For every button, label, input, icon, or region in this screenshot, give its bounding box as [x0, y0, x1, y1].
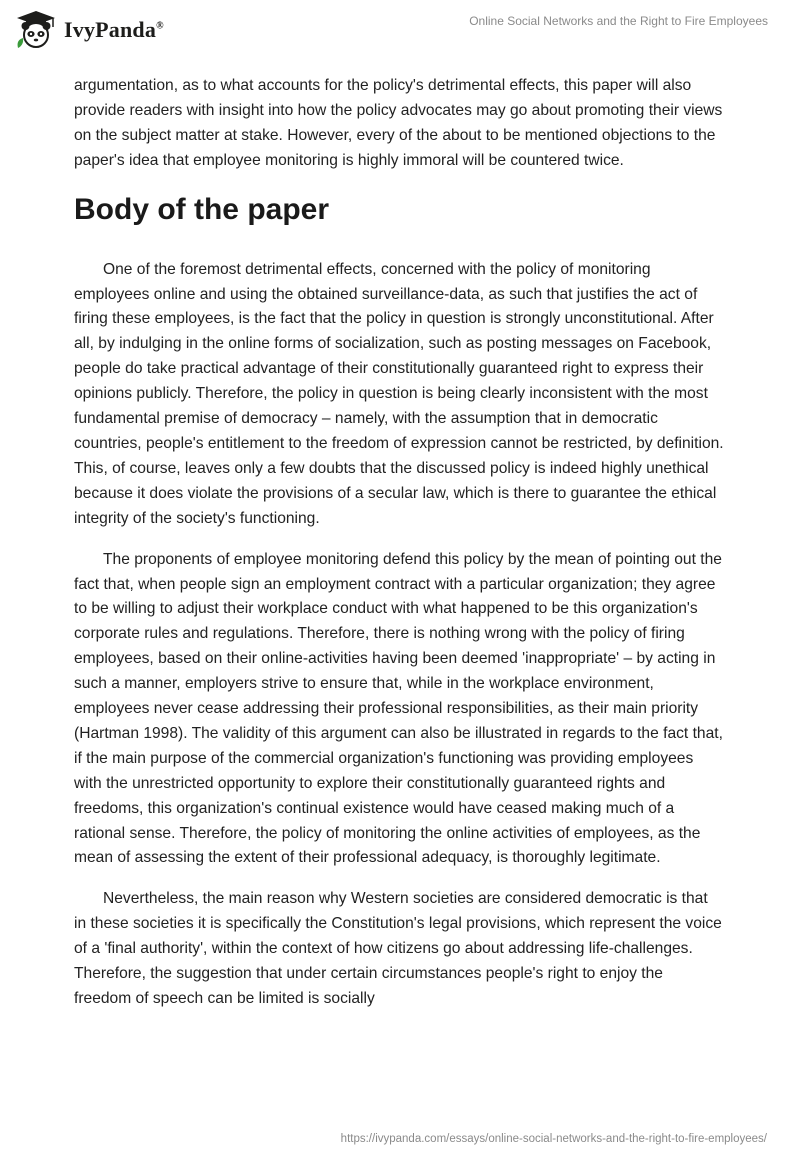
intro-paragraph: argumentation, as to what accounts for the policy's detrimental effects, this paper will also provide readers with insight into how the policy advocates may go about promoting their views on the subject matter at stake. However, every of the about to be mentioned objections to the paper's idea that employee monitoring is highly immoral will be countered twice.: [74, 77, 723, 169]
document-title: Online Social Networks and the Right to Fire Employees: [469, 14, 768, 28]
ivypanda-logo[interactable]: [14, 8, 164, 52]
body-paragraph: Nevertheless, the main reason why Western societies are considered democratic is that in these societies it is specifically the Constitution's legal provisions, which represent the voice of a 'final authority', within the context of how citizens go about addressing life-challenges. Therefore, the suggestion that under certain circumstances people's right to enjoy the freedom of speech can be limited is socially: [74, 890, 722, 1007]
essay-body: [74, 74, 724, 1028]
page-header: [0, 0, 800, 60]
panda-graduate-icon: [14, 10, 58, 50]
source-url[interactable]: https://ivypanda.com/essays/online-social-networks-and-the-right-to-fire-employees/: [340, 1133, 767, 1145]
body-paragraph: The proponents of employee monitoring defend this policy by the mean of pointing out the fact that, when people sign an employment contract with a particular organization; they agree to be willing to adjust their workplace conduct with what happened to be this organization's corporate rules and regulations. Therefore, there is nothing wrong with the policy of firing employees, based on their online-activities having been deemed 'inappropriate' – by acting in such a manner, employers strive to ensure that, while in the workplace environment, employees never cease addressing their professional responsibilities, as their main priority (Hartman 1998). The validity of this argument can also be illustrated in regards to the fact that, if the main purpose of the commercial organization's functioning was providing employees with the unrestricted opportunity to explore their constitutionally guaranteed rights and freedoms, this organization's continual existence would have ceased making much of a rational sense. Therefore, the policy of monitoring the online activities of employees, as the mean of assessing the extent of their professional adequacy, is thoroughly legitimate.: [74, 550, 723, 867]
body-paragraph: One of the foremost detrimental effects, concerned with the policy of monitoring employees online and using the obtained surveillance-data, as such that justifies the act of firing these employees, is the fact that the policy in question is strongly unconstitutional. After all, by indulging in the online forms of socialization, such as posting messages on Facebook, people do take practical advantage of their constitutionally guaranteed right to express their opinions publicly. Therefore, the policy in question is being clearly inconsistent with the most fundamental premise of democracy – namely, with the assumption that in democratic countries, people's entitlement to the freedom of expression cannot be restricted, by definition. This, of course, leaves only a few doubts that the discussed policy is indeed highly unethical because it does violate the provisions of a secular law, which is there to guarantee the ethical integrity of the society's functioning.: [74, 260, 724, 527]
logo-wordmark: IvyPanda®: [64, 17, 164, 42]
section-heading: Body of the paper: [74, 192, 330, 226]
